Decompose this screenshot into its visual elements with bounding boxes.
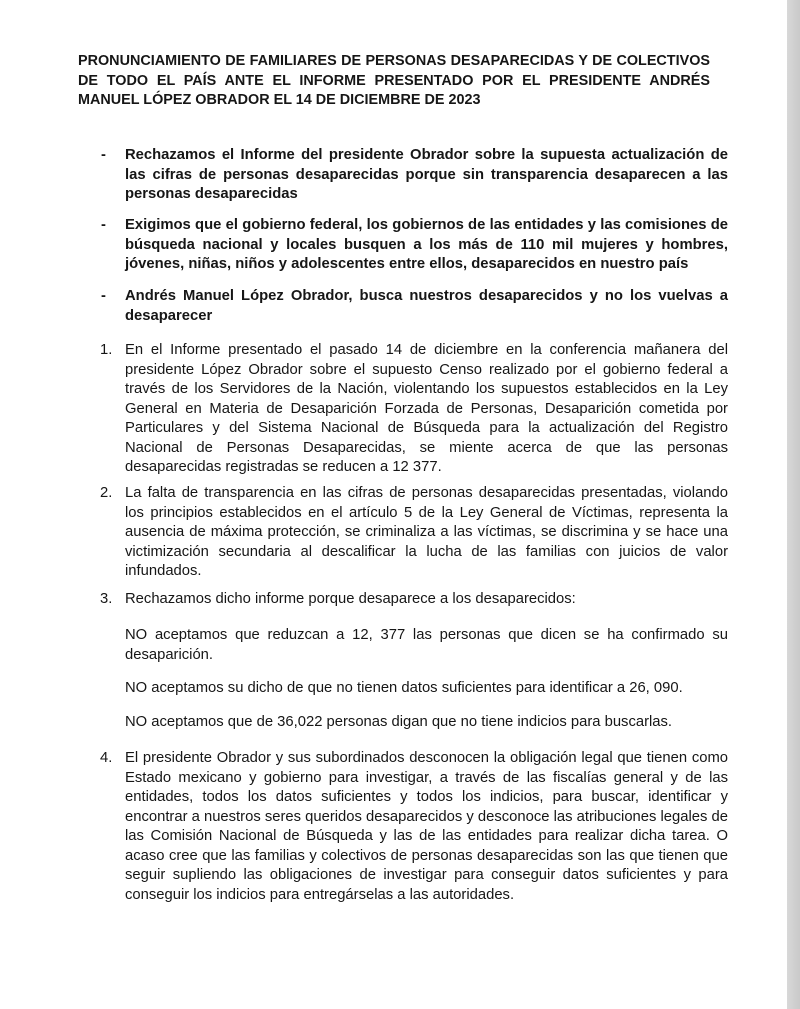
bullet-list bbox=[78, 216, 728, 275]
numbered-list bbox=[78, 749, 728, 905]
bullet-item bbox=[78, 216, 728, 275]
numbered-item bbox=[78, 484, 728, 582]
bullet-dash: - bbox=[101, 217, 106, 233]
item-number: 1. bbox=[100, 342, 113, 358]
bullet-list bbox=[78, 146, 728, 205]
bullet-text: Rechazamos el Informe del presidente Obrador sobre la supuesta actualización de las cifras de personas desaparecidas porque sin transparencia desaparecen a las personas desaparecidas bbox=[125, 147, 728, 202]
item-text: El presidente Obrador y sus subordinados desconocen la obligación legal que tienen como Estado mexicano y gobierno para investigar, a través de las fiscalías general y de las entidades, todos los datos suficientes y todos los indicios, para buscar, identificar y encontrar a nuestros seres queridos desaparecidos y desconoce las atribuciones legales de las Comisión Nacional de Búsqueda y las de las entidades para realizar dicha tarea. O acaso cree que las familias y colectivos de personas desaparecidas son las que tienen que seguir supliendo las obligaciones de investigar para conseguir datos suficientes y para conseguir los indicios para entregárselas a las autoridades. bbox=[125, 750, 728, 903]
sub-paragraph bbox=[78, 713, 728, 733]
bullet-list bbox=[78, 287, 728, 326]
numbered-item bbox=[78, 590, 728, 610]
rejection-statement: NO aceptamos que reduzcan a 12, 377 las personas que dicen se ha confirmado su desaparición. bbox=[125, 627, 728, 663]
item-text: La falta de transparencia en las cifras de personas desaparecidas presentadas, violando los principios establecidos en el artículo 5 de la Ley General de Víctimas, representa la ausencia de máxima protección, se criminaliza a las víctimas, se discrimina y se hace una victimización secundaria al descalificar la lucha de las familias con juicios de valor infundados. bbox=[125, 485, 728, 579]
numbered-list bbox=[78, 590, 728, 610]
numbered-item bbox=[78, 749, 728, 905]
page-edge bbox=[787, 0, 800, 1009]
item-number: 4. bbox=[100, 750, 113, 766]
document-title: PRONUNCIAMIENTO DE FAMILIARES DE PERSONAS DESAPARECIDAS Y DE COLECTIVOS DE TODO EL PAÍS ANTE EL INFORME PRESENTADO POR EL PRESIDENTE ANDRÉS MANUEL LÓPEZ OBRADOR EL 14 DE DICIEMBRE DE 2023 bbox=[78, 53, 710, 108]
rejection-statement: NO aceptamos su dicho de que no tienen datos suficientes para identificar a 26, 090. bbox=[125, 680, 683, 696]
sub-paragraph bbox=[78, 679, 728, 699]
numbered-item bbox=[78, 341, 728, 478]
item-number: 3. bbox=[100, 591, 113, 607]
item-text: Rechazamos dicho informe porque desaparece a los desaparecidos: bbox=[125, 591, 576, 607]
numbered-list bbox=[78, 341, 728, 478]
bullet-item bbox=[78, 146, 728, 205]
bullet-dash: - bbox=[101, 147, 106, 163]
sub-paragraph bbox=[78, 626, 728, 665]
bullet-text: Andrés Manuel López Obrador, busca nuestros desaparecidos y no los vuelvas a desaparecer bbox=[125, 288, 728, 324]
item-number: 2. bbox=[100, 485, 113, 501]
numbered-list bbox=[78, 484, 728, 582]
rejection-statement: NO aceptamos que de 36,022 personas digan que no tiene indicios para buscarlas. bbox=[125, 714, 673, 730]
bullet-dash: - bbox=[101, 288, 106, 304]
bullet-item bbox=[78, 287, 728, 326]
item-text: En el Informe presentado el pasado 14 de diciembre en la conferencia mañanera del presidente López Obrador sobre el supuesto Censo realizado por el gobierno federal a través de los Servidores de la Nación, violentando los supuestos establecidos en la Ley General en Materia de Desaparición Forzada de Personas, Desaparición cometida por Particulares y del Sistema Nacional de Búsqueda para la actualización del Registro Nacional de Personas Desaparecidas, se miente acerca de que las personas desaparecidas registradas se reducen a 12 377. bbox=[125, 342, 728, 475]
bullet-text: Exigimos que el gobierno federal, los gobiernos de las entidades y las comisiones de búsqueda nacional y locales busquen a los más de 110 mil mujeres y hombres, jóvenes, niñas, niños y adolescentes entre ellos, desaparecidos en nuestro país bbox=[125, 217, 728, 272]
